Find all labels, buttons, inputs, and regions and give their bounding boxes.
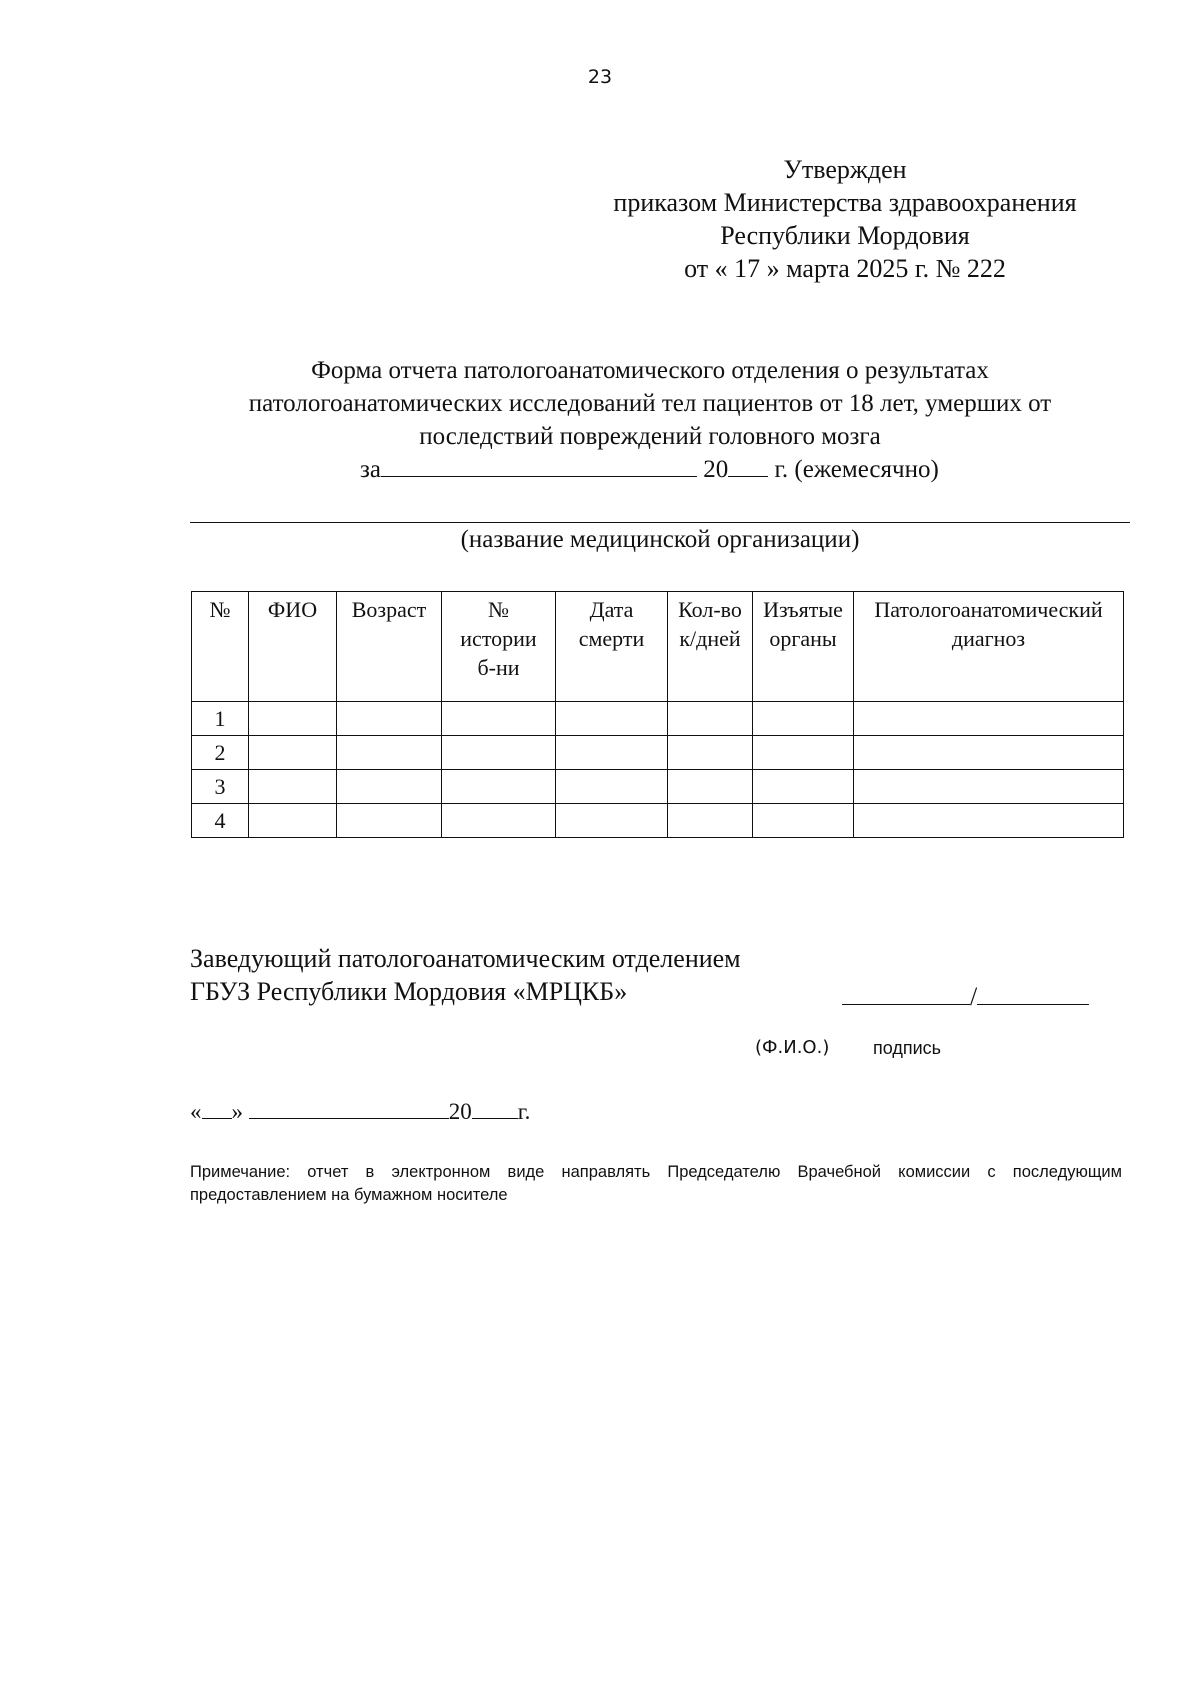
period-year-prefix: 20 xyxy=(703,456,729,483)
page-number: 23 xyxy=(587,66,613,88)
signature-field[interactable] xyxy=(977,984,1089,1005)
table-cell[interactable] xyxy=(337,804,442,838)
signature-separator: / xyxy=(970,982,978,1011)
table-row xyxy=(192,804,1124,838)
date-year-prefix: 20 xyxy=(448,1099,472,1124)
organization-name-field[interactable] xyxy=(190,522,1130,523)
table-cell[interactable] xyxy=(854,736,1124,770)
table-cell[interactable] xyxy=(854,804,1124,838)
form-title xyxy=(180,354,1120,453)
day-field[interactable] xyxy=(202,1098,232,1119)
note-line: предоставлением на бумажном носителе xyxy=(190,1186,508,1204)
table-cell[interactable] xyxy=(668,770,753,804)
column-header-age: Возраст xyxy=(337,592,442,702)
column-header-full-name: ФИО xyxy=(249,592,337,702)
organization-caption: (название медицинской организации) xyxy=(460,526,860,553)
table-cell[interactable] xyxy=(556,804,668,838)
table-cell[interactable] xyxy=(753,770,854,804)
table-cell[interactable] xyxy=(753,702,854,736)
table-header-row xyxy=(192,592,1124,702)
month-field[interactable] xyxy=(249,1098,449,1119)
table-cell[interactable] xyxy=(337,736,442,770)
fio-caption: (Ф.И.О.) xyxy=(755,1037,830,1058)
date-open-quote: « xyxy=(190,1099,202,1124)
table-row xyxy=(192,702,1124,736)
table-cell[interactable] xyxy=(668,804,753,838)
row-number: 2 xyxy=(192,736,249,770)
table-cell[interactable] xyxy=(249,804,337,838)
table-cell[interactable] xyxy=(249,736,337,770)
approval-line: Утвержден xyxy=(783,155,907,184)
note-line: Примечание: отчет в электронном виде направлять Председателю Врачебной комиссии с последующим xyxy=(190,1163,1122,1181)
signature-date xyxy=(190,1098,530,1125)
row-number: 1 xyxy=(192,702,249,736)
row-number: 4 xyxy=(192,804,249,838)
column-header-bed-days: Кол-во к/дней xyxy=(668,592,753,702)
row-number: 3 xyxy=(192,770,249,804)
table-cell[interactable] xyxy=(337,702,442,736)
table-cell[interactable] xyxy=(249,770,337,804)
signature-line xyxy=(842,982,1089,1012)
date-suffix: г. xyxy=(517,1099,531,1124)
table-cell[interactable] xyxy=(854,702,1124,736)
signer-block xyxy=(190,942,741,1008)
signer-position: Заведующий патологоанатомическим отделением xyxy=(190,944,741,973)
title-line: Форма отчета патологоанатомического отделения о результатах xyxy=(311,357,989,384)
table-cell[interactable] xyxy=(442,770,556,804)
column-header-case-history: № истории б-ни xyxy=(442,592,556,702)
column-header-diagnosis: Патологоанатомический диагноз xyxy=(854,592,1124,702)
period-suffix: г. (ежемесячно) xyxy=(774,456,939,483)
table-cell[interactable] xyxy=(753,804,854,838)
table-cell[interactable] xyxy=(249,702,337,736)
approval-line: приказом Министерства здравоохранения xyxy=(613,188,1077,217)
fio-field[interactable] xyxy=(842,984,970,1005)
title-line: последствий повреждений головного мозга xyxy=(419,423,881,450)
table-cell[interactable] xyxy=(556,770,668,804)
table-cell[interactable] xyxy=(556,736,668,770)
table-cell[interactable] xyxy=(668,702,753,736)
table-cell[interactable] xyxy=(442,804,556,838)
period-prefix: за xyxy=(360,456,381,483)
date-close-quote: » xyxy=(231,1099,243,1124)
approval-block xyxy=(560,153,1130,285)
table-cell[interactable] xyxy=(854,770,1124,804)
title-line: патологоанатомических исследований тел пациентов от 18 лет, умерших от xyxy=(248,390,1052,417)
table-row xyxy=(192,736,1124,770)
period-month-field[interactable] xyxy=(381,456,697,477)
table-cell[interactable] xyxy=(556,702,668,736)
approval-line: Республики Мордовия xyxy=(720,221,970,250)
report-period xyxy=(360,456,939,484)
year-field[interactable] xyxy=(472,1098,518,1119)
approval-date-line: от « 17 » марта 2025 г. № 222 xyxy=(684,254,1006,283)
table-cell[interactable] xyxy=(753,736,854,770)
column-header-removed-organs: Изъятые органы xyxy=(753,592,854,702)
table-cell[interactable] xyxy=(337,770,442,804)
table-cell[interactable] xyxy=(442,702,556,736)
signer-organization: ГБУЗ Республики Мордовия «МРЦКБ» xyxy=(190,977,628,1006)
report-table xyxy=(191,591,1124,838)
table-cell[interactable] xyxy=(442,736,556,770)
table-row xyxy=(192,770,1124,804)
period-year-field[interactable] xyxy=(728,456,768,477)
table-cell[interactable] xyxy=(668,736,753,770)
column-header-death-date: Дата смерти xyxy=(556,592,668,702)
column-header-number: № xyxy=(192,592,249,702)
signature-caption: подпись xyxy=(873,1038,942,1058)
